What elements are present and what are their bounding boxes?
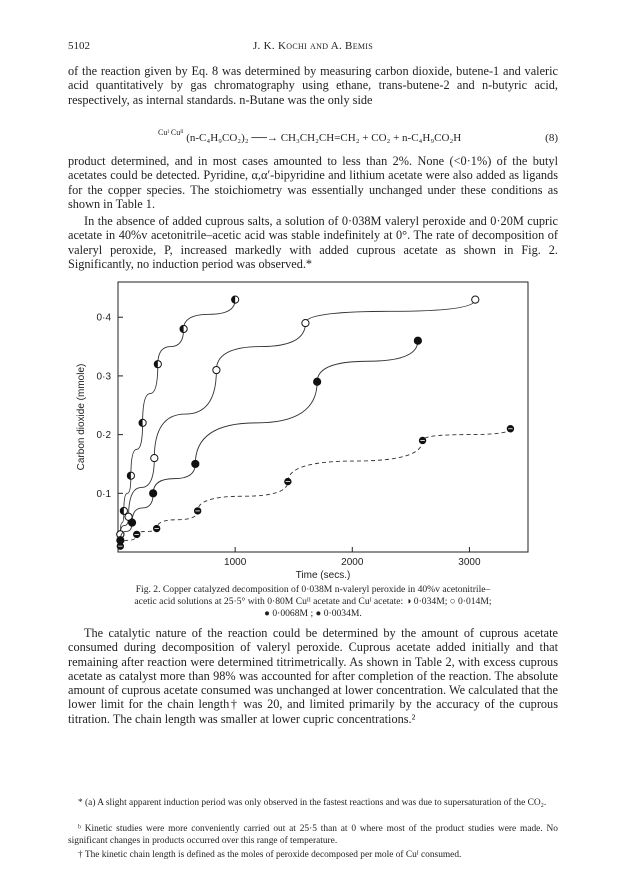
- y-tick-label: 0·4: [96, 312, 111, 324]
- series-line: [120, 300, 475, 535]
- paragraph-1: of the reaction given by Eq. 8 was determined by measuring carbon dioxide, butene-1 and valeric acid quantitatively by gas chromatography using ethane, trans-butene-2 and n-butyric acid, respectively, as internal standards. n-Butane was the only side: [68, 64, 558, 107]
- x-tick-label: 2000: [341, 557, 364, 568]
- paragraph-3: In the absence of added cuprous salts, a solution of 0·038M valeryl peroxide and 0·20M cupric acetate in 40%v acetonitrile–acetic acid was stable indefinitely at 0°. The rate of decomposition of valeryl peroxide, P, increased markedly with added cuprous acetate as shown in Fig. 2. Significantly, no induction period was observed.*: [68, 214, 558, 271]
- series-line: [120, 341, 418, 541]
- page-number: 5102: [68, 40, 90, 52]
- data-point: [302, 319, 309, 326]
- caption-line: ● 0·0068M ; ● 0·0034M.: [264, 608, 362, 619]
- caption-line: Fig. 2. Copper catalyzed decomposition of 0·038M n-valeryl peroxide in 40%v acetonitrile–: [135, 584, 491, 595]
- data-point: [128, 519, 135, 526]
- plot-frame: [118, 282, 528, 552]
- equation-number: (8): [545, 132, 558, 144]
- paragraph-4: The catalytic nature of the reaction could be determined by the amount of cuprous acetate consumed during decomposition of valeryl peroxide. Cuprous acetate added initially and that remaining after reaction were determined titrimetrically. As shown in Table 2, with excess cuprous acetate as catalyst more than 98% was accounted for after completion of the reaction. The absolute amount of cuprous acetate consumed was unchanged at lower concentration. We calculated that the lower limit for the chain length† was 20, and limited primarily by the accuracy of the cuprous titration. The chain length was smaller at lower cupric concentrations.²: [68, 626, 558, 726]
- data-point: [414, 337, 421, 344]
- series-line: [120, 429, 510, 546]
- footnote-a: * (a) A slight apparent induction period was only observed in the fastest reactions and was due to supersaturation of the CO₂.: [78, 798, 547, 808]
- figure-caption: [68, 584, 558, 620]
- data-point: [213, 366, 220, 373]
- figure-2-chart: [68, 268, 558, 584]
- footnote-dagger: † The kinetic chain length is defined as the moles of peroxide decomposed per mole of Cuᴵ consumed.: [78, 850, 462, 860]
- equation-expression: (n-C₄H₉CO₂)₂ ──→ CH₃CH₂CH=CH₂ + CO₂ + n-C₄H₉CO₂H: [186, 132, 462, 144]
- paragraph-2: product determined, and in most cases amounted to less than 2%. None (<0·1%) of the butyl acetates could be detected. Pyridine, α,α′-bipyridine and lithium acetate were also added as ligands for the copper species. The stoichiometry was essentially unchanged under these conditions as shown in Table 1.: [68, 154, 558, 211]
- data-point: [314, 378, 321, 385]
- y-tick-label: 0·1: [96, 488, 111, 500]
- data-point: [150, 490, 157, 497]
- x-tick-label: 3000: [458, 557, 481, 568]
- y-axis-label: Carbon dioxide (mmole): [76, 363, 87, 471]
- y-tick-label: 0·2: [96, 430, 111, 442]
- data-point: [192, 460, 199, 467]
- caption-line: acetic acid solutions at 25·5° with 0·80M Cuᴵᴵ acetate and Cuᴵ acetate: ◑ 0·034M; ○ 0·014M;: [134, 596, 492, 607]
- footnote-b: ᵇ Kinetic studies were more conveniently carried out at 25·5 than at 0 where most of the product studies were made. No significant changes in products occurred over this range of temperature.: [68, 824, 558, 846]
- equation-catalyst: Cuᴵ Cuᴵᴵ: [158, 128, 184, 137]
- y-tick-label: 0·3: [96, 371, 111, 383]
- running-title: J. K. Kochi and A. Bemis: [252, 40, 374, 52]
- data-point: [472, 296, 479, 303]
- x-tick-label: 1000: [224, 557, 247, 568]
- x-axis-label: Time (secs.): [295, 570, 351, 581]
- data-point: [151, 454, 158, 461]
- series-line: [120, 300, 235, 535]
- equation-8: [68, 128, 558, 148]
